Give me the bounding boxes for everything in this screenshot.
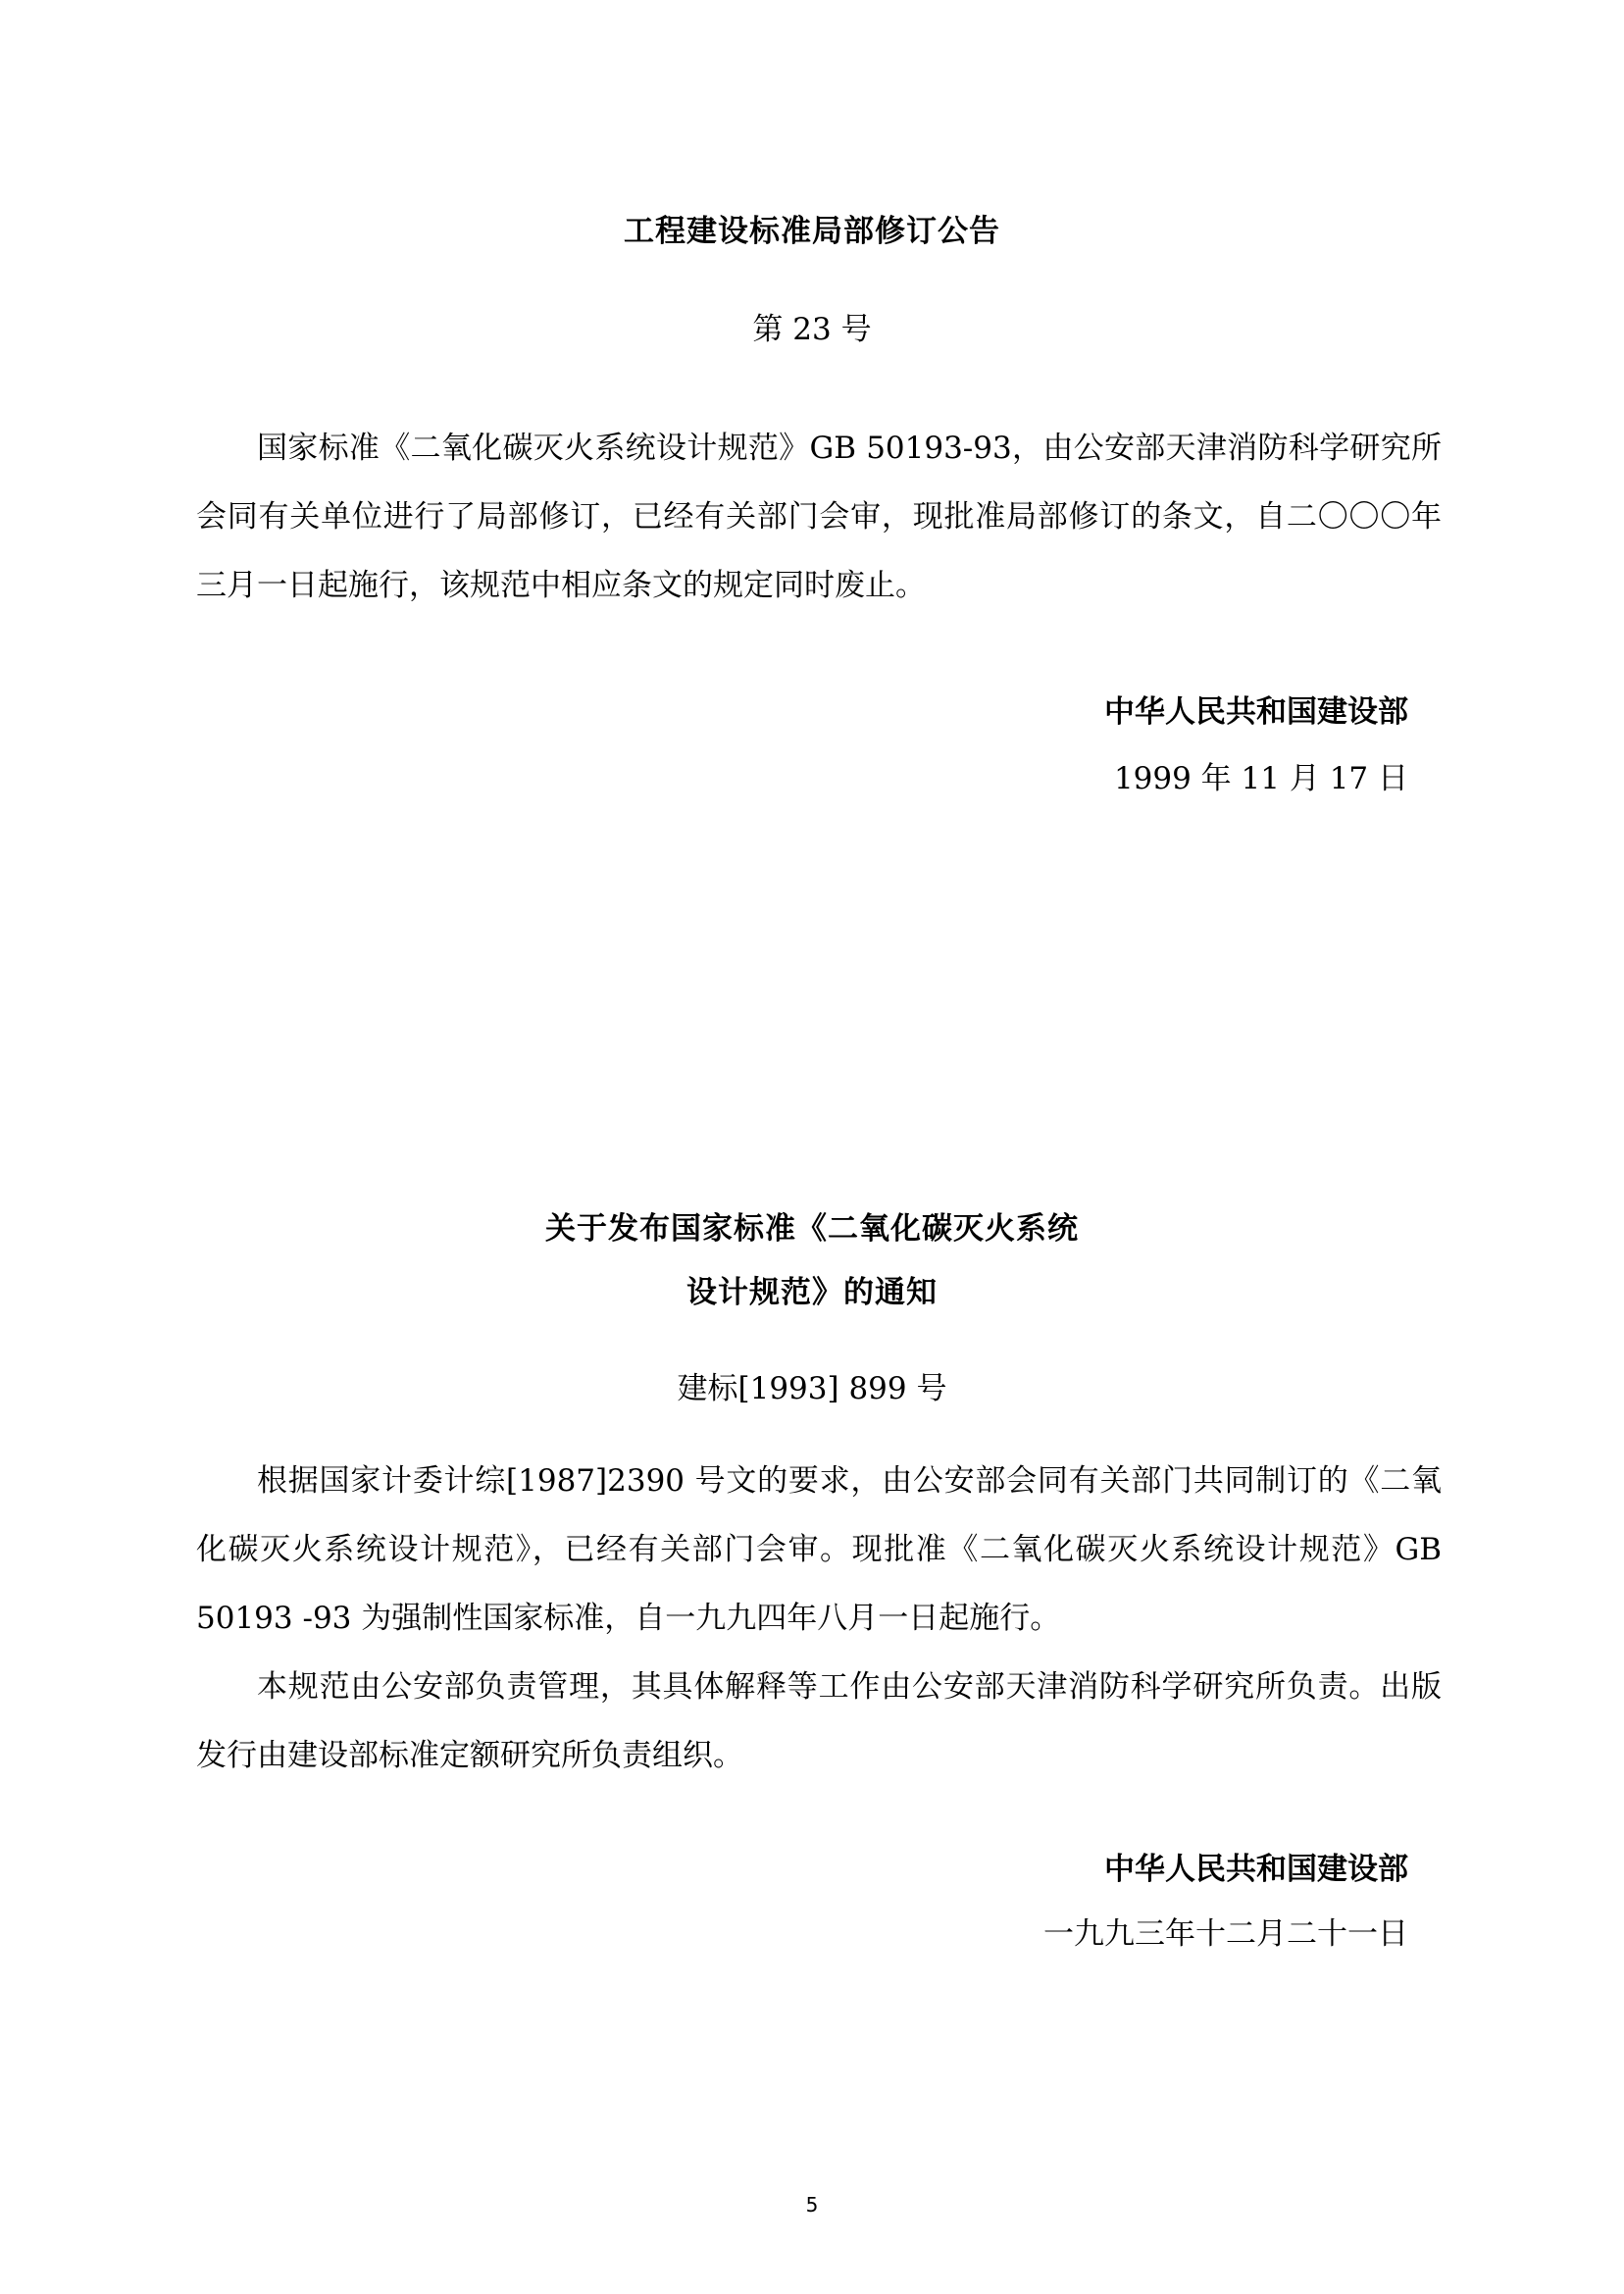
notice2-signature-org: 中华人民共和国建设部 [1104, 1852, 1408, 1887]
notice2-number: 建标[1993] 899 号 [677, 1371, 947, 1406]
notice2-signature-date: 一九九三年十二月二十一日 [1043, 1916, 1408, 1952]
notice1-body: 国家标准《二氧化碳灭火系统设计规范》GB 50193-93，由公安部天津消防科学研究所会同有关单位进行了局部修订，已经有关部门会审，现批准局部修订的条文，自二〇〇〇年三月一日起施行，该规范中相应条文的规定同时废止。 [196, 431, 1442, 603]
page-number: 5 [805, 2193, 819, 2217]
notice1-number: 第 23 号 [752, 312, 872, 347]
notice1-signature-date: 1999 年 11 月 17 日 [1113, 761, 1408, 796]
notice2-paragraph1: 根据国家计委计综[1987]2390 号文的要求，由公安部会同有关部门共同制订的《二氧化碳灭火系统设计规范》，已经有关部门会审。现批准《二氧化碳灭火系统设计规范》GB 50193 -93 为强制性国家标准，自一九九四年八月一日起施行。 [196, 1463, 1442, 1636]
notice1-title: 工程建设标准局部修订公告 [624, 214, 1000, 249]
notice2-title-line2: 设计规范》的通知 [686, 1275, 938, 1310]
notice2-paragraph2: 本规范由公安部负责管理，其具体解释等工作由公安部天津消防科学研究所负责。出版发行由建设部标准定额研究所负责组织。 [196, 1669, 1442, 1773]
notice1-signature-org: 中华人民共和国建设部 [1104, 694, 1408, 730]
notice2-title-line1: 关于发布国家标准《二氧化碳灭火系统 [545, 1211, 1079, 1247]
